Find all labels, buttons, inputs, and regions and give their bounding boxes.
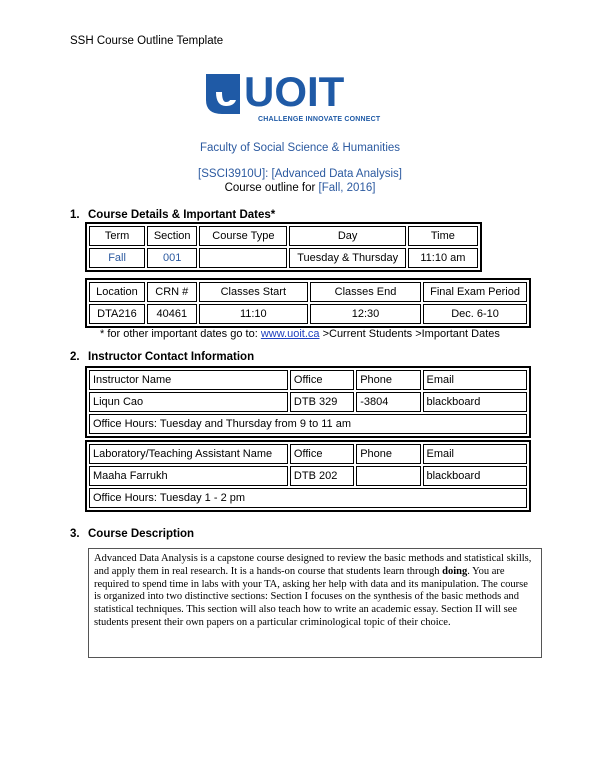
office-hours-cell: Office Hours: Tuesday and Thursday from 9 to 11 am bbox=[89, 414, 527, 434]
exam-period-cell: Dec. 6-10 bbox=[423, 304, 527, 324]
header-cell: Term bbox=[89, 226, 145, 246]
table-row bbox=[89, 488, 527, 508]
location-table bbox=[85, 278, 531, 328]
phone-cell bbox=[356, 466, 420, 486]
email-cell: blackboard bbox=[423, 466, 528, 486]
office-hours-cell: Office Hours: Tuesday 1 - 2 pm bbox=[89, 488, 527, 508]
header-cell: Laboratory/Teaching Assistant Name bbox=[89, 444, 288, 464]
table-row bbox=[89, 392, 527, 412]
table-header-row bbox=[89, 444, 527, 464]
header-cell: Phone bbox=[356, 444, 420, 464]
email-cell: blackboard bbox=[423, 392, 528, 412]
details-table bbox=[85, 222, 482, 272]
header-cell: Instructor Name bbox=[89, 370, 288, 390]
course-code-title: [SSCI3910U]: [Advanced Data Analysis] bbox=[198, 168, 402, 180]
header-cell: Final Exam Period bbox=[423, 282, 527, 302]
section-1-heading: 1. Course Details & Important Dates* bbox=[70, 209, 276, 221]
outline-term: [Fall, 2016] bbox=[318, 182, 376, 194]
classes-start-cell: 11:10 bbox=[199, 304, 308, 324]
table-row bbox=[89, 304, 527, 324]
uoit-link[interactable]: www.uoit.ca bbox=[260, 328, 320, 340]
header-cell: Course Type bbox=[199, 226, 287, 246]
ta-table bbox=[85, 440, 531, 512]
course-description-box: Advanced Data Analysis is a capstone course designed to review the basic methods and statistical skills, and apply them in real research. It is a hands-on course that students learn through doing. You are required to spend time in labs with your TA, asking her help with data and its manipulation. The course is organized into two distinctive sections: Section I focuses on the synthesis of the basic methods and statistical techniques. This section will also teach how to write an academic essay. Section II will see students present their own papers on a particular criminological topic of their choice. bbox=[88, 548, 542, 658]
instructor-name-cell: Liqun Cao bbox=[89, 392, 288, 412]
section-3-heading: 3. Course Description bbox=[70, 528, 195, 540]
classes-end-cell: 12:30 bbox=[310, 304, 421, 324]
course-type-cell bbox=[199, 248, 287, 268]
document-header: SSH Course Outline Template bbox=[70, 35, 224, 47]
faculty-name: Faculty of Social Science & Humanities bbox=[199, 142, 401, 154]
header-cell: Phone bbox=[356, 370, 420, 390]
header-cell: CRN # bbox=[147, 282, 197, 302]
phone-cell: -3804 bbox=[356, 392, 420, 412]
logo-tagline: CHALLENGE INNOVATE CONNECT bbox=[258, 116, 381, 123]
ta-name-cell: Maaha Farrukh bbox=[89, 466, 288, 486]
logo-wordmark: UOIT bbox=[244, 70, 345, 115]
header-cell: Classes End bbox=[310, 282, 421, 302]
table-header-row bbox=[89, 282, 527, 302]
crn-cell: 40461 bbox=[147, 304, 197, 324]
header-cell: Office bbox=[290, 370, 354, 390]
emphasis-text: doing bbox=[442, 565, 468, 577]
table-row bbox=[89, 466, 527, 486]
header-cell: Office bbox=[290, 444, 354, 464]
location-cell: DTA216 bbox=[89, 304, 145, 324]
section-2-heading: 2. Instructor Contact Information bbox=[70, 351, 255, 363]
header-cell: Time bbox=[408, 226, 478, 246]
important-dates-note: * for other important dates go to: www.uoit.ca >Current Students >Important Dates bbox=[100, 328, 500, 340]
header-cell: Location bbox=[89, 282, 145, 302]
day-cell: Tuesday & Thursday bbox=[289, 248, 405, 268]
header-cell: Email bbox=[423, 370, 528, 390]
outline-prefix: Course outline for bbox=[224, 182, 319, 194]
instructor-table bbox=[85, 366, 531, 438]
table-row bbox=[89, 414, 527, 434]
table-header-row bbox=[89, 226, 478, 246]
office-cell: DTB 329 bbox=[290, 392, 354, 412]
course-outline-line bbox=[0, 182, 600, 194]
time-cell: 11:10 am bbox=[408, 248, 478, 268]
header-cell: Day bbox=[289, 226, 405, 246]
header-cell: Classes Start bbox=[199, 282, 308, 302]
office-cell: DTB 202 bbox=[290, 466, 354, 486]
table-row bbox=[89, 248, 478, 268]
table-header-row bbox=[89, 370, 527, 390]
header-cell: Email bbox=[423, 444, 528, 464]
term-cell: Fall bbox=[89, 248, 145, 268]
section-cell: 001 bbox=[147, 248, 197, 268]
header-cell: Section bbox=[147, 226, 197, 246]
